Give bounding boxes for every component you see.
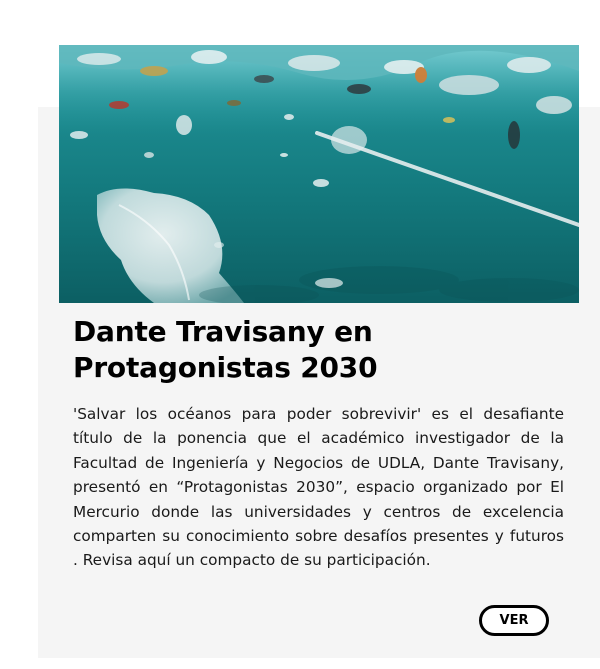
article-title: Dante Travisany en Protagonistas 2030 <box>73 315 378 384</box>
hero-image-plastic-ocean <box>59 45 579 303</box>
article-body: 'Salvar los océanos para poder sobrevivir' es el desafiante título de la ponencia que el académico investigador de la Facultad de Ingeniería y Negocios de UDLA, Dante Travisany, presentó en “Protagonistas 2030”, espacio organizado por El Mercurio donde las universidades y centros de excelencia comparten su conocimiento sobre desafíos presentes y futuros . Revisa aquí un compacto de su participación. <box>73 405 564 570</box>
ver-button[interactable]: VER <box>479 605 549 636</box>
